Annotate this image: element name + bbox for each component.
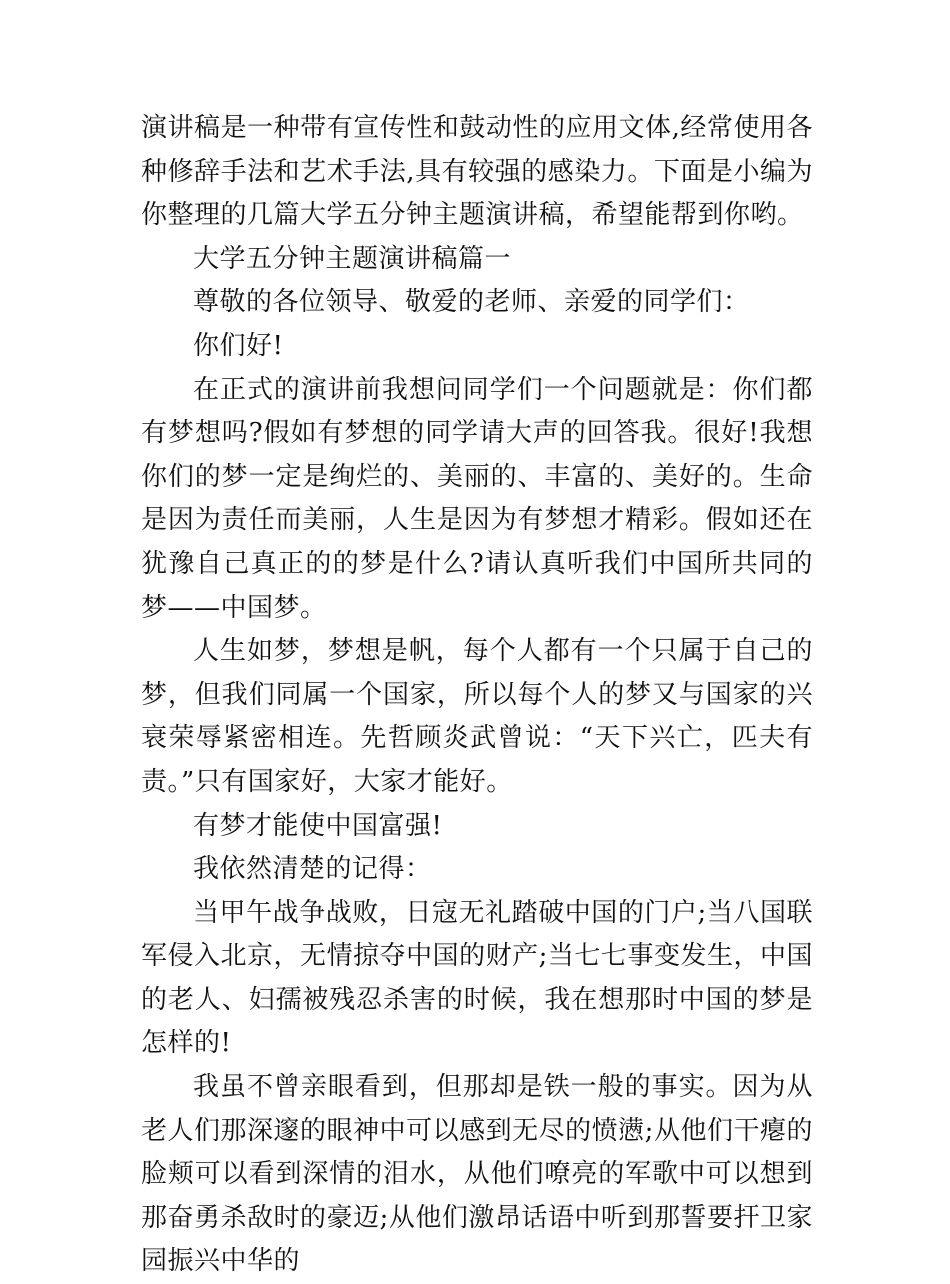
- document-body: [141, 107, 813, 1284]
- body-paragraph: 当甲午战争战败，日寇无礼踏破中国的门户;当八国联军侵入北京，无情掠夺中国的财产;当七七事变发生，中国的老人、妇孺被残忍杀害的时候，我在想那时中国的梦是怎样的!: [141, 897, 813, 1059]
- intro-paragraph: 演讲稿是一种带有宣传性和鼓动性的应用文体,经常使用各种修辞手法和艺术手法,具有较强的感染力。下面是小编为你整理的几篇大学五分钟主题演讲稿，希望能帮到你哟。: [141, 113, 813, 231]
- body-paragraph: 我依然清楚的记得：: [193, 854, 432, 885]
- body-paragraph: 有梦才能使中国富强!: [193, 810, 443, 841]
- salutation: 尊敬的各位领导、敬爱的老师、亲爱的同学们：: [193, 287, 750, 318]
- body-paragraph: 人生如梦，梦想是帆，每个人都有一个只属于自己的梦，但我们同属一个国家，所以每个人的梦又与国家的兴衰荣辱紧密相连。先哲顾炎武曾说：“天下兴亡，匹夫有责。”只有国家好，大家才能好。: [141, 636, 813, 797]
- body-paragraph: 我虽不曾亲眼看到，但那却是铁一般的事实。因为从老人们那深邃的眼神中可以感到无尽的愤懑;从他们干瘪的脸颊可以看到深情的泪水，从他们嘹亮的军歌中可以想到那奋勇杀敌时的豪迈;从他们激昂话语中听到那誓要扞卫家园振兴中华的: [141, 1072, 813, 1277]
- speech-title: 大学五分钟主题演讲稿篇一: [193, 243, 512, 274]
- greeting: 你们好!: [193, 330, 284, 361]
- body-paragraph: 在正式的演讲前我想问同学们一个问题就是：你们都有梦想吗?假如有梦想的同学请大声的回答我。很好!我想你们的梦一定是绚烂的、美丽的、丰富的、美好的。生命是因为责任而美丽，人生是因为有梦想才精彩。假如还在犹豫自己真正的的梦是什么?请认真听我们中国所共同的梦——中国梦。: [141, 374, 813, 623]
